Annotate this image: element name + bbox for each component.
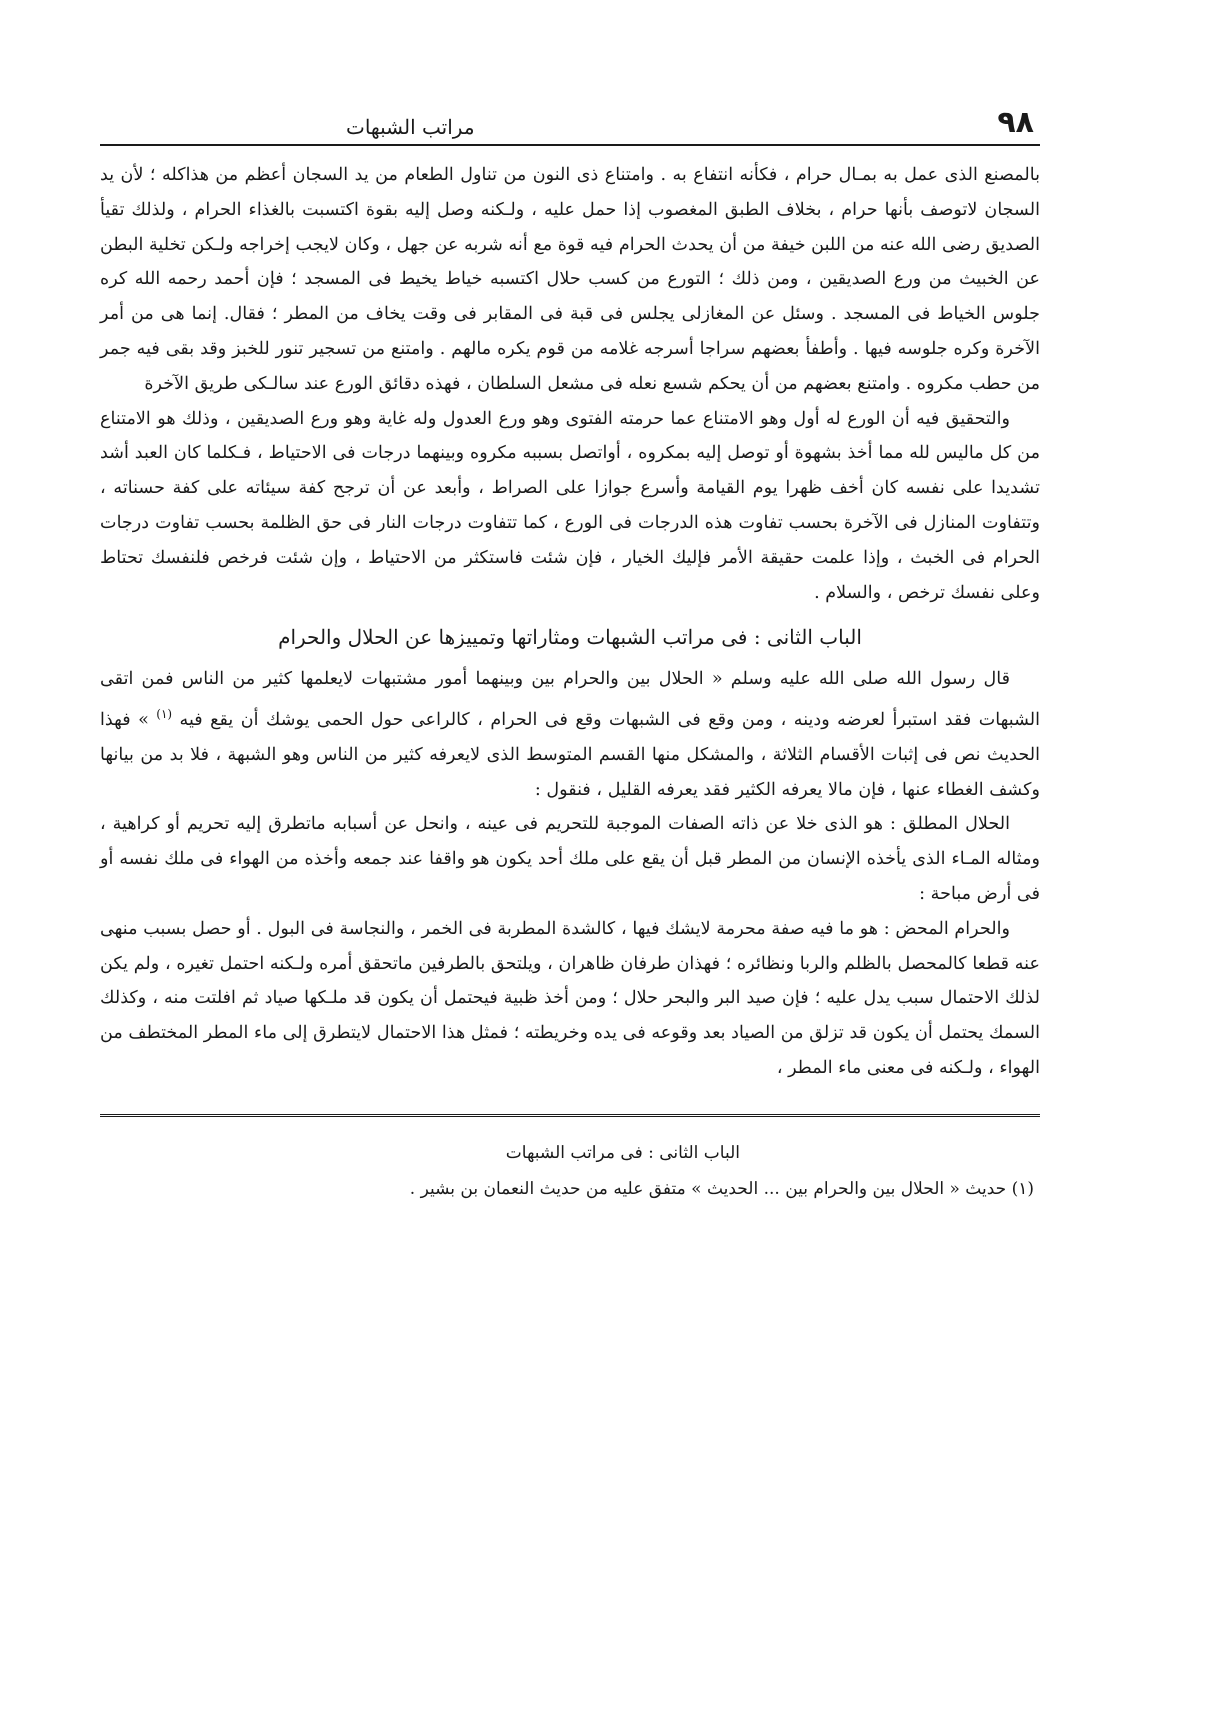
page-header: [100, 96, 1040, 146]
chapter-heading: الباب الثانى : فى مراتب الشبهات ومثاراتها وتمييزها عن الحلال والحرام: [278, 625, 862, 650]
footnote-chapter-label: الباب الثانى : فى مراتب الشبهات: [505, 1142, 740, 1163]
main-text: [100, 158, 1040, 1086]
footnote-1: (١) حديث « الحلال بين والحرام بين ... الحديث » متفق عليه من حديث النعمان بن بشير .: [409, 1178, 1034, 1199]
paragraph-halal: الحلال المطلق : هو الذى خلا عن ذاته الصفات الموجبة للتحريم فى عينه ، وانحل عن أسبابه ماتطرق إليه تحريم أو كراهية ، ومثاله المـاء الذى يأخذه الإنسان من المطر قبل أن يقع على ملك أحد يكون هو واقفا عند جمعه وأخذه من الهواء فى ملك نفسه أو فى أرض مباحة :: [100, 814, 1040, 904]
footnote-divider: [100, 1114, 1040, 1117]
paragraph-tahqiq: والتحقيق فيه أن الورع له أول وهو الامتناع عما حرمته الفتوى وهو ورع العدول وله غاية وهو ورع الصديقين ، وذلك هو الامتناع من كل ماليس لله مما أخذ بشهوة أو توصل إليه بمكروه ، أواتصل بسببه مكروه وبينهما درجات فى الاحتياط ، فـكلما كان العبد أشد تشديدا على نفسه كان أخف ظهرا يوم القيامة وأسرع جوازا على الصراط ، وأبعد عن أن ترجح كفة سيئاته على كفة حسناته ، وتتفاوت المنازل فى الآخرة بحسب تفاوت هذه الدرجات فى الورع ، كما تتفاوت درجات النار فى حق الظلمة بحسب تفاوت درجات الحرام فى الخبث ، وإذا علمت حقيقة الأمر فإليك الخيار ، فإن شئت فاستكثر من الاحتياط ، وإن شئت فرخص فلنفسك تحتاط وعلى نفسك ترخص ، والسلام .: [100, 408, 1040, 603]
footnotes: [100, 1135, 1040, 1207]
hadith-commentary: » فهذا الحديث نص فى إثبات الأقسام الثلاثة ، والمشكل منها القسم المتوسط الذى لايعرفه كثير من الناس وهو الشبهة ، فلا بد من بيانها وكشف الغطاء عنها ، فإن مالا يعرفه الكثير فقد يعرفه القليل ، فنقول :: [100, 710, 1040, 800]
book-page: [100, 96, 1040, 1207]
page-number: ٩٨: [997, 105, 1034, 140]
paragraph-continuation: بالمصنع الذى عمل به بمـال حرام ، فكأنه انتفاع به . وامتناع ذى النون من تناول الطعام من يد السجان أعظم من هذاكله ؛ لأن يد السجان لاتوصف بأنها حرام ، بخلاف الطبق المغصوب إذا حمل عليه ، ولـكنه وصل إليه بقوة اكتسبت بالغذاء الحرام ، ولذلك تقيأ الصديق رضى الله عنه من اللبن خيفة من أن يحدث الحرام فيه قوة مع أنه شربه عن جهل ، وكان لايجب إخراجه ولـكن تخلية البطن عن الخبيث من ورع الصديقين ، ومن ذلك ؛ التورع من كسب حلال اكتسبه خياط يخيط فى المسجد ؛ فإن أحمد رحمه الله كره جلوس الخياط فى المسجد . وسئل عن المغازلى يجلس فى قبة فى المقابر فى وقت يخاف من المطر ؛ فقال. إنما هى من أمر الآخرة وكره جلوسه فيها . وأطفأ بعضهم سراجا أسرجه غلامه من قوم يكره مالهم . وامتنع من تسجير تنور للخبز وقد بقى فيه جمر من حطب مكروه . وامتنع بعضهم من أن يحكم شسع نعله فى مشعل السلطان ، فهذه دقائق الورع عند سالـكى طريق الآخرة: [100, 165, 1040, 394]
hadith-text: قال رسول الله صلى الله عليه وسلم « الحلال بين والحرام بين وبينهما أمور مشتبهات لايعلمها كثير من الناس فمن اتقى الشبهات فقد استبرأ لعرضه ودينه ، ومن وقع فى الشبهات وقع فى الحرام ، كالراعى حول الحمى يوشك أن يقع فيه: [100, 669, 1041, 731]
paragraph-haram: والحرام المحض : هو ما فيه صفة محرمة لايشك فيها ، كالشدة المطربة فى الخمر ، والنجاسة فى البول . أو حصل بسبب منهى عنه قطعا كالمحصل بالظلم والربا ونظائره ؛ فهذان طرفان ظاهران ، ويلتحق بالطرفين ماتحقق أمره ولـكنه احتمل تغيره ، ولم يكن لذلك الاحتمال سبب يدل عليه ؛ فإن صيد البر والبحر حلال ؛ ومن أخذ ظبية فيحتمل أن يكون قد ملـكها صياد ثم افلتت منه ، وكذلك السمك يحتمل أن يكون قد تزلق من الصياد بعد وقوعه فى يده وخريطته ؛ فمثل هذا الاحتمال لايتطرق إلى ماء المطر المختطف من الهواء ، ولـكنه فى معنى ماء المطر ،: [100, 918, 1040, 1078]
paragraph-hadith: [100, 662, 1040, 807]
footnote-marker: (١): [156, 707, 173, 722]
running-title: مراتب الشبهات: [346, 115, 475, 139]
